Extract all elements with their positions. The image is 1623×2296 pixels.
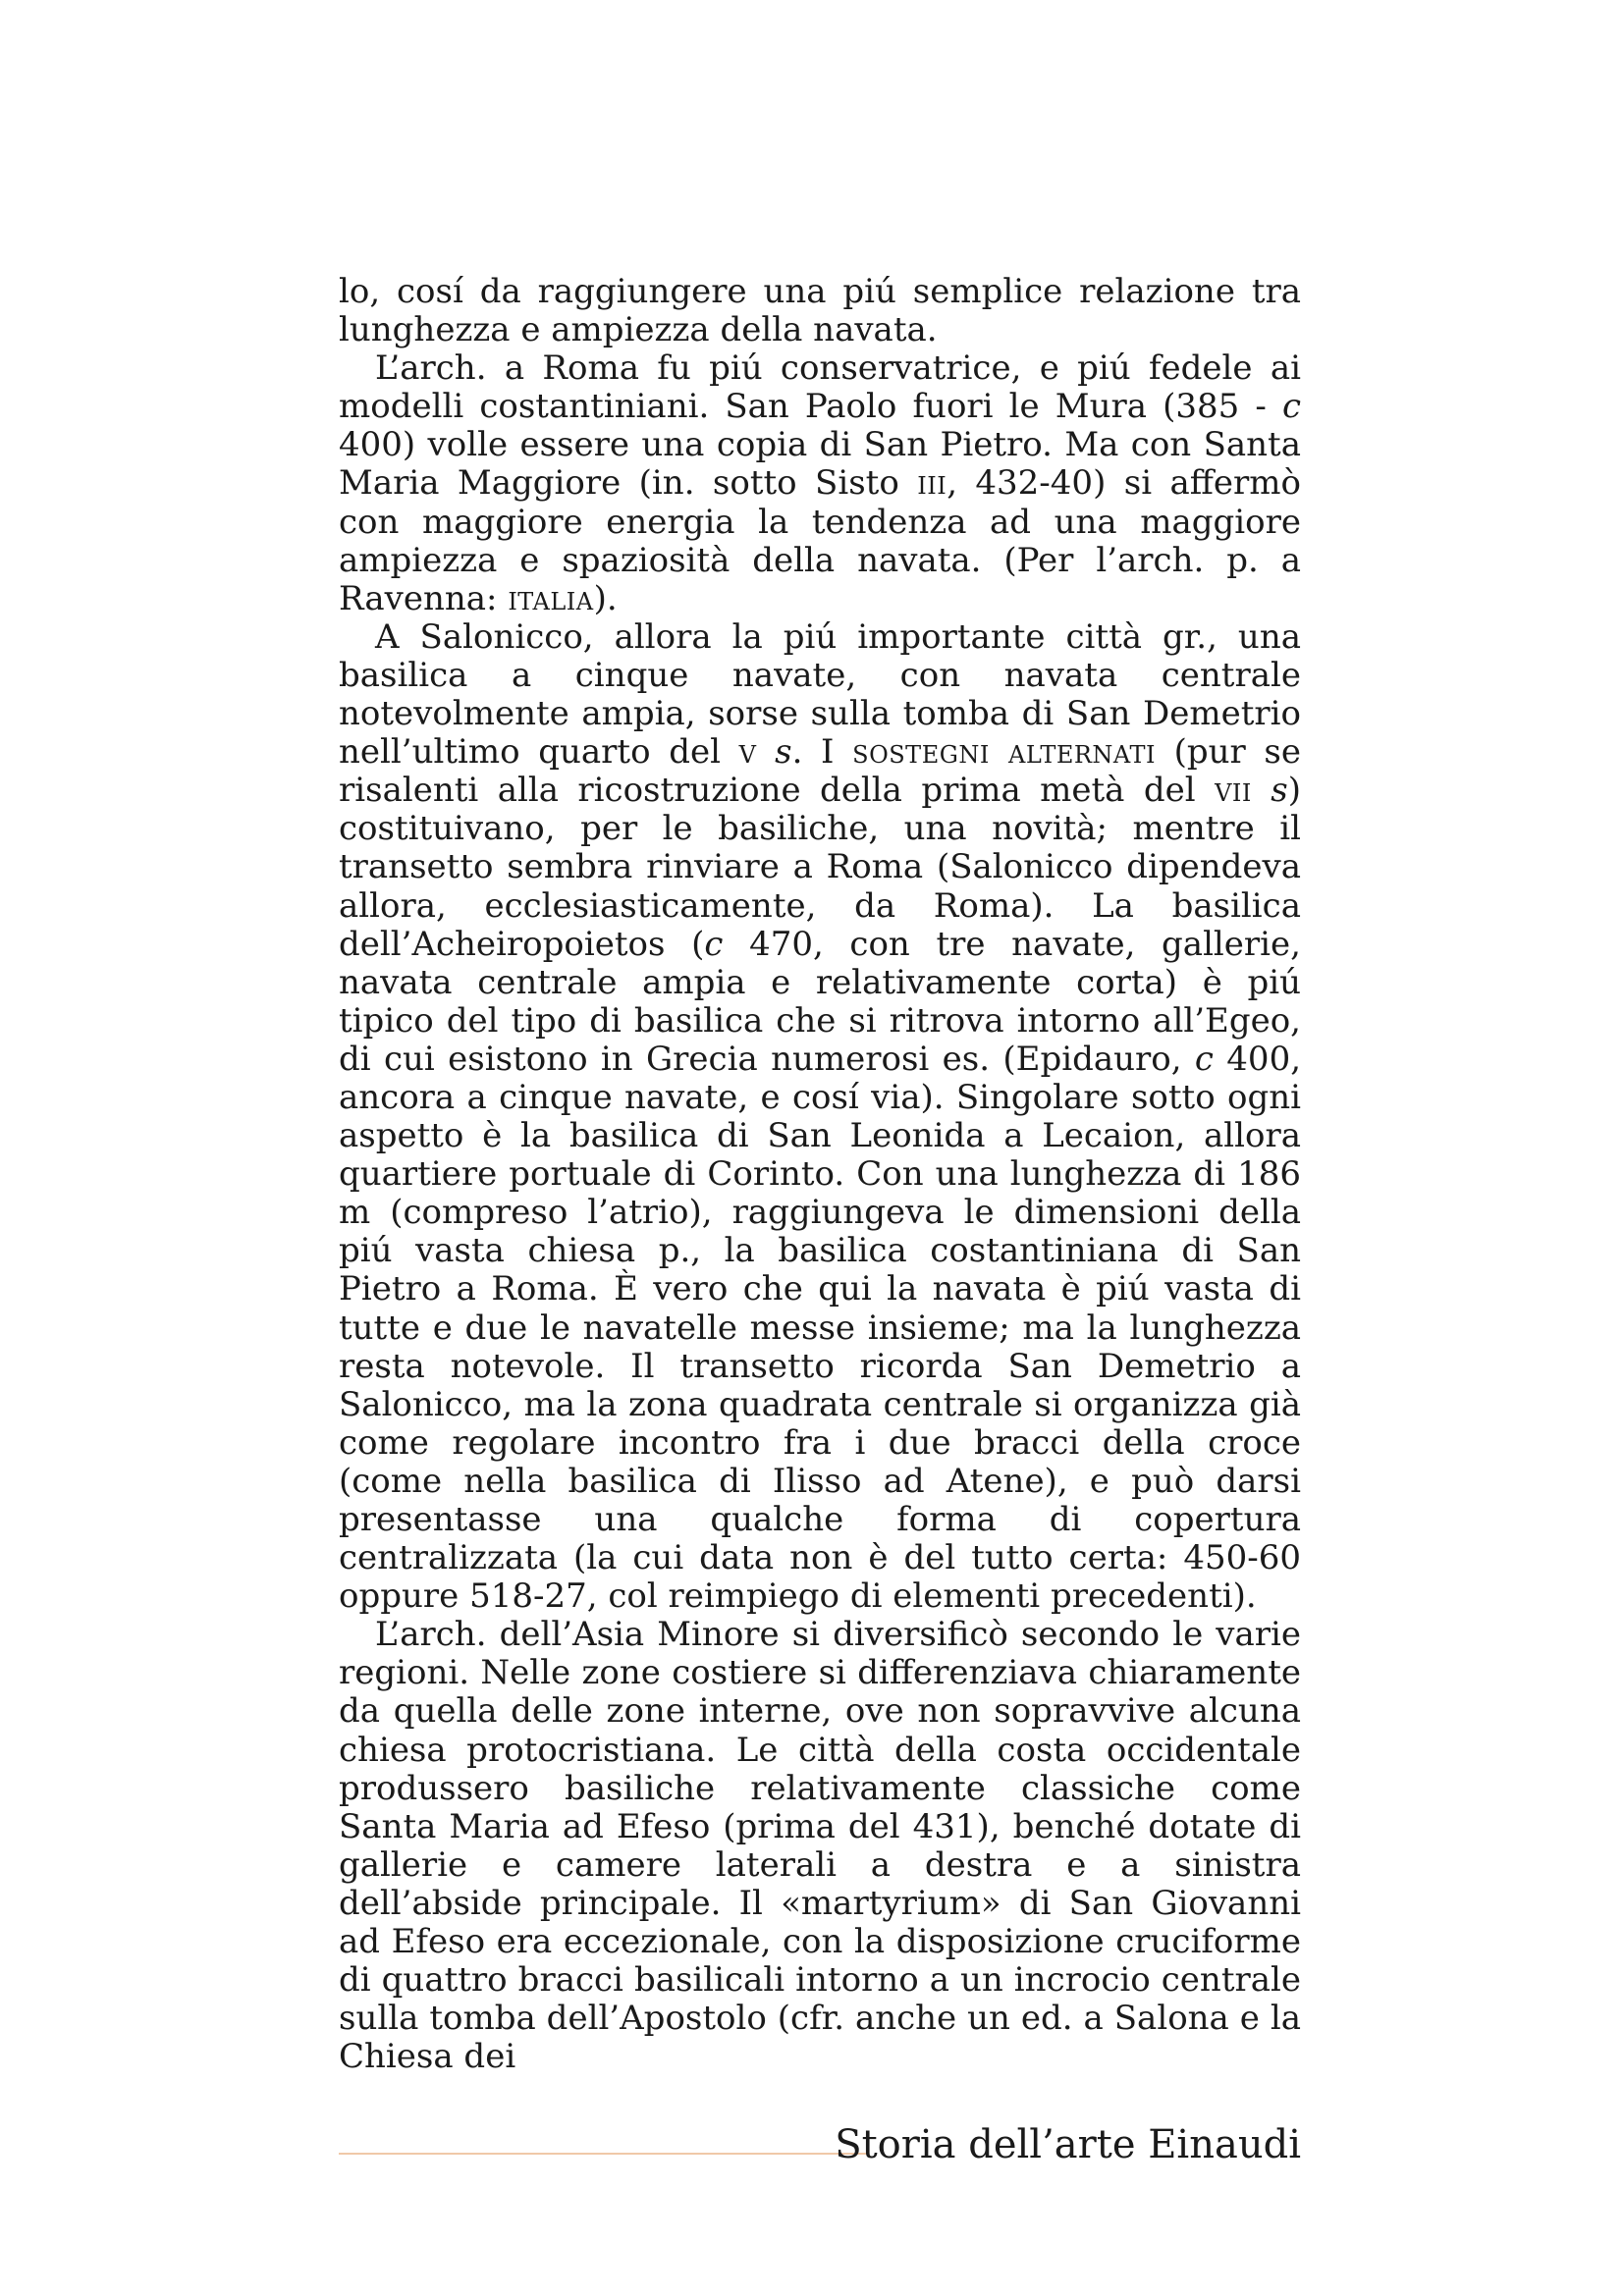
paragraph (339, 273, 1301, 349)
body-text (339, 273, 1301, 2076)
italic-abbrev: c (1281, 387, 1301, 427)
text-run: ). (593, 578, 618, 618)
text-run: ) costituivano, per le basiliche, una novità; mentre il transetto sembra rinviare a Roma (Salonicco dipendeva allora, ecclesiasticamente, da Roma). La basilica dell’Acheiropoietos ( (339, 771, 1301, 964)
small-caps-term: sostegni alternati (852, 732, 1156, 773)
italic-abbrev: c (1194, 1039, 1214, 1079)
small-caps-term: iii (917, 463, 947, 504)
italic-abbrev: s (775, 732, 792, 773)
text-run (1252, 771, 1271, 810)
text-run: , 432-40) si affermò con maggiore energia la tendenza ad una maggiore ampiezza e spaziosità della navata. (Per l’arch. p. a Ravenna: (339, 463, 1302, 618)
paragraph (339, 349, 1301, 618)
footer-rule (339, 2153, 867, 2155)
text-run: L’arch. dell’Asia Minore si diversificò secondo le varie regioni. Nelle zone costiere si differenziava chiaramente da quella delle zone interne, ove non sopravvive alcuna chiesa protocristiana. Le città della costa occidentale produssero basiliche relativamente classiche come Santa Maria ad Efeso (prima del 431), benché dotate di gallerie e camere laterali a destra e a sinistra dell’abside principale. Il «martyrium» di San Giovanni ad Efeso era eccezionale, con la disposizione cruciforme di quattro bracci basilicali intorno a un incrocio centrale sulla tomba dell’Apostolo (cfr. anche un ed. a Salona e la Chiesa dei (339, 1615, 1301, 2077)
text-run: . I (791, 732, 853, 773)
text-run: L’arch. a Roma fu piú conservatrice, e piú fedele ai modelli costantiniani. San Paolo fuori le Mura (385 - (339, 348, 1301, 427)
italic-abbrev: c (704, 924, 724, 964)
paragraph (339, 1616, 1301, 2076)
text-run: 470, con tre navate, gallerie, navata centrale ampia e relativamente corta) è piú tipico del tipo di basilica che si ritrova intorno all’Egeo, di cui esistono in Grecia numerosi es. (Epidauro, (339, 924, 1301, 1079)
text-run: (pur se risalenti alla ricostruzione della prima metà del (339, 732, 1301, 811)
text-run: lo, cosí da raggiungere una piú semplice relazione tra lunghezza e ampiezza della navata. (339, 272, 1301, 350)
italic-abbrev: s (1271, 771, 1288, 811)
paragraph (339, 618, 1301, 1616)
footer-title: Storia dell’arte Einaudi (835, 2122, 1301, 2167)
text-run: 400, ancora a cinque navate, e cosí via). Singolare sotto ogni aspetto è la basilica di San Leonida a Lecaion, allora quartiere portuale di Corinto. Con una lunghezza di 186 m (compreso l’atrio), raggiungeva le dimensioni della piú vasta chiesa p., la basilica costantiniana di San Pietro a Roma. È vero che qui la navata è piú vasta di tutte e due le navatelle messe insieme; ma la lunghezza resta notevole. Il transetto ricorda San Demetrio a Salonicco, ma la zona quadrata centrale si organizza già come regolare incontro fra i due bracci della croce (come nella basilica di Ilisso ad Atene), e può darsi presentasse una qualche forma di copertura centralizzata (la cui data non è del tutto certa: 450-60 oppure 518-27, col reimpiego di elementi precedenti). (339, 1039, 1302, 1617)
text-run: 400) volle essere una copia di San Pietro. Ma con Santa Maria Maggiore (in. sotto Sisto (339, 425, 1301, 504)
small-caps-term: vii (1215, 771, 1252, 811)
text-run: A Salonicco, allora la piú importante città gr., una basilica a cinque navate, con navata centrale notevolmente ampia, sorse sulla tomba di San Demetrio nell’ultimo quarto del (339, 616, 1301, 773)
text-run (756, 732, 775, 772)
small-caps-term: v (738, 732, 757, 773)
small-caps-term: italia (508, 578, 594, 618)
